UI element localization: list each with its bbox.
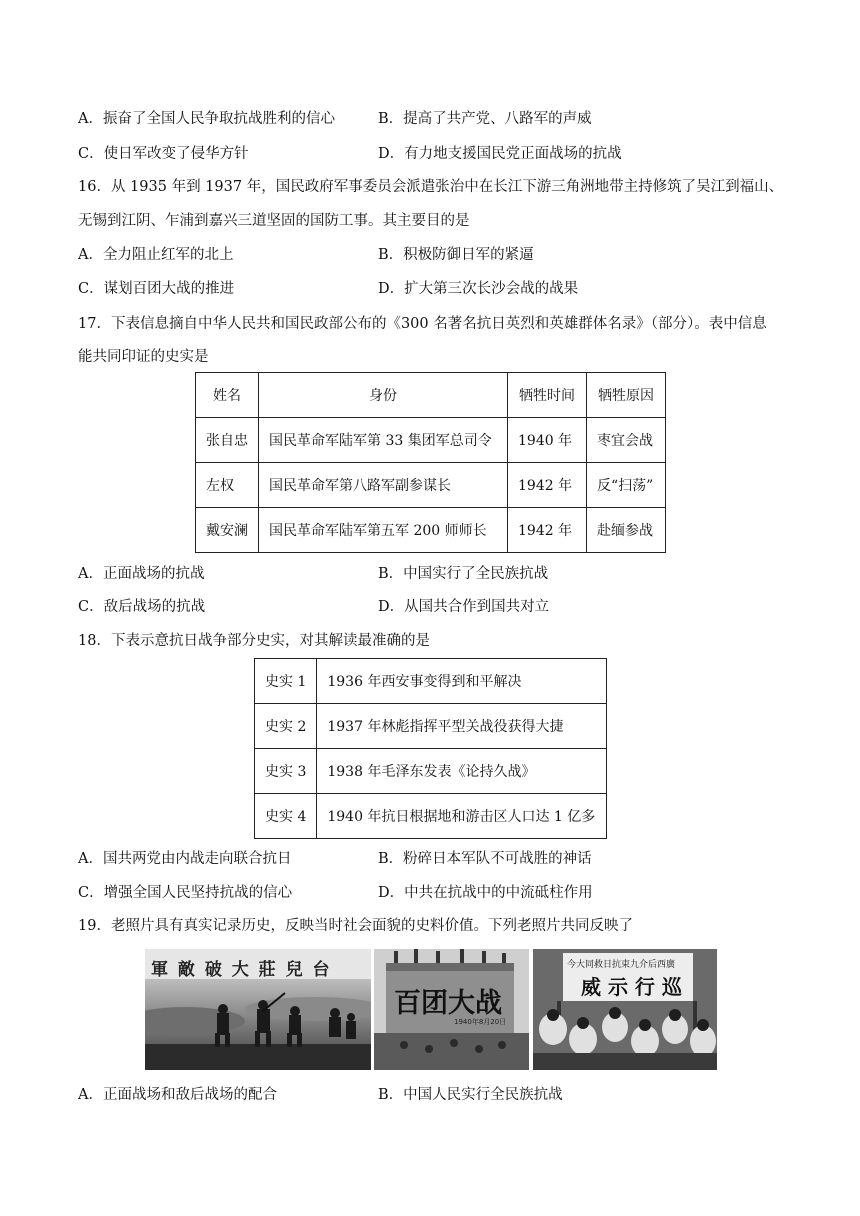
q16-stem-line1: 16．从 1935 年到 1937 年，国民政府军事委员会派遣张治中在长江下游三角洲地带主持修筑了吴江到福山、 (78, 179, 784, 195)
table-cell: 国民革命军陆军第五军 200 师师长 (259, 508, 508, 553)
q18-stem: 18．下表示意抗日战争部分史实，对其解读最准确的是 (78, 633, 430, 649)
facts-table (254, 658, 607, 839)
q16-option-a: A．全力阻止红军的北上 (78, 247, 234, 263)
table-row (255, 704, 607, 749)
q16-stem-line2: 无锡到江阴、乍浦到嘉兴三道坚固的国防工事。其主要目的是 (78, 213, 470, 229)
table-header: 姓名 (196, 373, 259, 418)
table-cell: 1942 年 (508, 508, 587, 553)
q17-option-b: B．中国实行了全民族抗战 (378, 566, 549, 582)
q15-option-d: D．有力地支援国民党正面战场的抗战 (378, 146, 622, 162)
table-row (196, 418, 666, 463)
table-cell: 张自忠 (196, 418, 259, 463)
table-header-row (196, 373, 666, 418)
q19-option-b: B．中国人民实行全民族抗战 (378, 1087, 563, 1103)
table-cell: 1942 年 (508, 463, 587, 508)
table-cell: 戴安澜 (196, 508, 259, 553)
photo-taierzhuang-caption: 軍 敵 破 大 莊 兒 台 (151, 960, 332, 980)
table-header: 牺牲时间 (508, 373, 587, 418)
q15-option-a: A．振奋了全国人民争取抗战胜利的信心 (78, 111, 335, 127)
table-row (255, 794, 607, 839)
q17-stem-line1: 17．下表信息摘自中华人民共和国民政部公布的《300 名著名抗日英烈和英雄群体名录》（部分）。表中信息 (78, 316, 767, 332)
table-cell: 史实 2 (255, 704, 317, 749)
photo-taierzhuang (145, 949, 371, 1070)
table-cell: 1938 年毛泽东发表《论持久战》 (317, 749, 607, 794)
table-header: 牺牲原因 (587, 373, 666, 418)
q19-option-a: A．正面战场和敌后战场的配合 (78, 1087, 277, 1103)
q17-option-a: A．正面战场的抗战 (78, 566, 205, 582)
table-cell: 史实 1 (255, 659, 317, 704)
table-cell: 国民革命军陆军第 33 集团军总司令 (259, 418, 508, 463)
q16-option-d: D．扩大第三次长沙会战的战果 (378, 281, 579, 297)
table-cell: 左权 (196, 463, 259, 508)
photo-hundred-regiments-date: 1940年8月20日 (454, 1018, 507, 1026)
q19-stem: 19．老照片具有真实记录历史，反映当时社会面貌的史料价值。下列老照片共同反映了 (78, 918, 633, 934)
table-row (255, 749, 607, 794)
table-cell: 枣宜会战 (587, 418, 666, 463)
table-header: 身份 (259, 373, 508, 418)
table-row (196, 463, 666, 508)
q16-option-c: C．谋划百团大战的推进 (78, 281, 235, 297)
table-cell: 国民革命军第八路军副参谋长 (259, 463, 508, 508)
table-cell: 史实 3 (255, 749, 317, 794)
photo-hundred-regiments (374, 949, 529, 1070)
table-cell: 1936 年西安事变得到和平解决 (317, 659, 607, 704)
q18-option-c: C．增强全国人民坚持抗战的信心 (78, 885, 293, 901)
table-row (255, 659, 607, 704)
q18-option-d: D．中共在抗战中的中流砥柱作用 (378, 885, 593, 901)
table-cell: 1940 年抗日根据地和游击区人口达 1 亿多 (317, 794, 607, 839)
photo-demonstration (533, 949, 717, 1070)
q15-option-b: B．提高了共产党、八路军的声威 (378, 111, 592, 127)
table-row (196, 508, 666, 553)
table-cell: 史实 4 (255, 794, 317, 839)
photo-demonstration-banner-small: 今大同救日抗束九介后西廣 (567, 960, 676, 970)
q17-stem-line2: 能共同印证的史实是 (78, 349, 209, 365)
q18-option-a: A．国共两党由内战走向联合抗日 (78, 851, 292, 867)
photo-hundred-regiments-caption: 百团大战 (394, 988, 502, 1019)
q16-option-b: B．积极防御日军的紧逼 (378, 247, 534, 263)
q18-option-b: B．粉碎日本军队不可战胜的神话 (378, 851, 592, 867)
table-cell: 1937 年林彪指挥平型关战役获得大捷 (317, 704, 607, 749)
table-cell: 反“扫荡” (587, 463, 666, 508)
q17-option-d: D．从国共合作到国共对立 (378, 599, 550, 615)
table-cell: 1940 年 (508, 418, 587, 463)
q15-option-c: C．使日军改变了侵华方针 (78, 146, 249, 162)
q17-option-c: C．敌后战场的抗战 (78, 599, 206, 615)
table-cell: 赴缅参战 (587, 508, 666, 553)
martyrs-table (195, 372, 666, 553)
photo-demonstration-banner-big: 威 示 行 巡 (581, 975, 682, 999)
